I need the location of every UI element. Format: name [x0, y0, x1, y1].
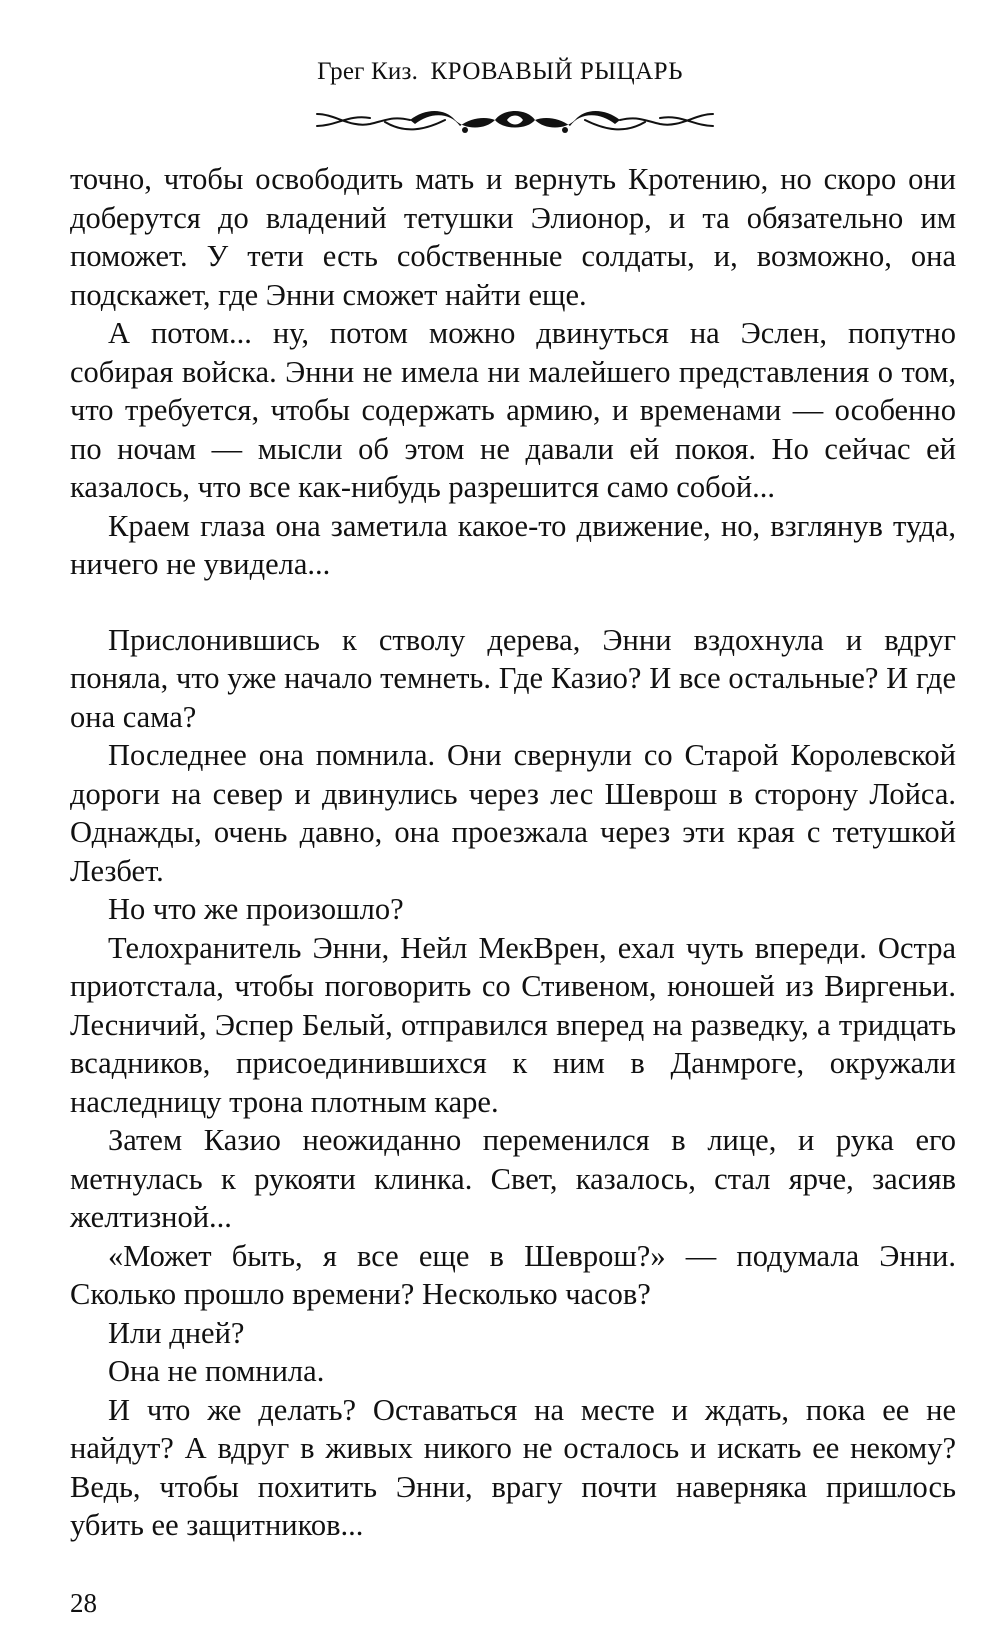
paragraph: «Может быть, я все еще в Шеврош?» — подумала Энни. Сколько прошло времени? Несколько часов?	[70, 1238, 956, 1311]
paragraph: Прислонившись к стволу дерева, Энни вздохнула и вдруг поняла, что уже начало темнеть. Где Казио? И все остальные? И где она сама?	[70, 622, 956, 734]
running-head	[0, 58, 1000, 86]
paragraph: И что же делать? Оставаться на месте и ждать, пока ее не найдут? А вдруг в живых никого не осталось и искать ее некому? Ведь, чтобы похитить Энни, врагу почти наверняка пришлось убить ее защитников...	[70, 1392, 956, 1542]
author-name: Грег Киз.	[317, 58, 419, 85]
book-title: КРОВАВЫЙ РЫЦАРЬ	[430, 58, 683, 85]
paragraph: Но что же произошло?	[108, 892, 404, 926]
paragraph: точно, чтобы освободить мать и вернуть Кротению, но скоро они доберутся до владений тетушки Элионор, и та обязательно им поможет. У тети есть собственные солдаты, и, возможно, она подскажет, где Энни сможет найти еще.	[70, 162, 956, 312]
paragraph: Последнее она помнила. Они свернули со Старой Королевской дороги на север и двинулись через лес Шеврош в сторону Лойса. Однажды, очень давно, она проезжала через эти края с тетушкой Лезбет.	[70, 738, 956, 888]
section-break	[70, 584, 956, 621]
body-text	[70, 160, 956, 1545]
paragraph: Краем глаза она заметила какое-то движение, но, взглянув туда, ничего не увидела...	[70, 508, 956, 581]
paragraph: Или дней?	[108, 1315, 245, 1350]
page-number: 28	[70, 1588, 97, 1618]
paragraph: Она не помнила.	[108, 1354, 325, 1388]
paragraph: Затем Казио неожиданно переменился в лице, и рука его метнулась к рукояти клинка. Свет, казалось, стал ярче, засияв желтизной...	[70, 1123, 956, 1234]
paragraph: А потом... ну, потом можно двинуться на Эслен, попутно собирая войска. Энни не имела ни малейшего представления о том, что требуется, чтобы содержать армию, и временами — особенно по ночам — мысли об этом не давали ей покоя. Но сейчас ей казалось, что все как-нибудь разрешится само собой...	[70, 316, 956, 504]
ornament-flourish-icon	[315, 100, 715, 142]
paragraph: Телохранитель Энни, Нейл МекВрен, ехал чуть впереди. Остра приотстала, чтобы поговорить со Стивеном, юношей из Виргеньи. Лесничий, Эспер Белый, отправился вперед на разведку, а тридцать всадников, присоединившихся к ним в Данмроге, окружали наследницу трона плотным каре.	[70, 930, 956, 1119]
